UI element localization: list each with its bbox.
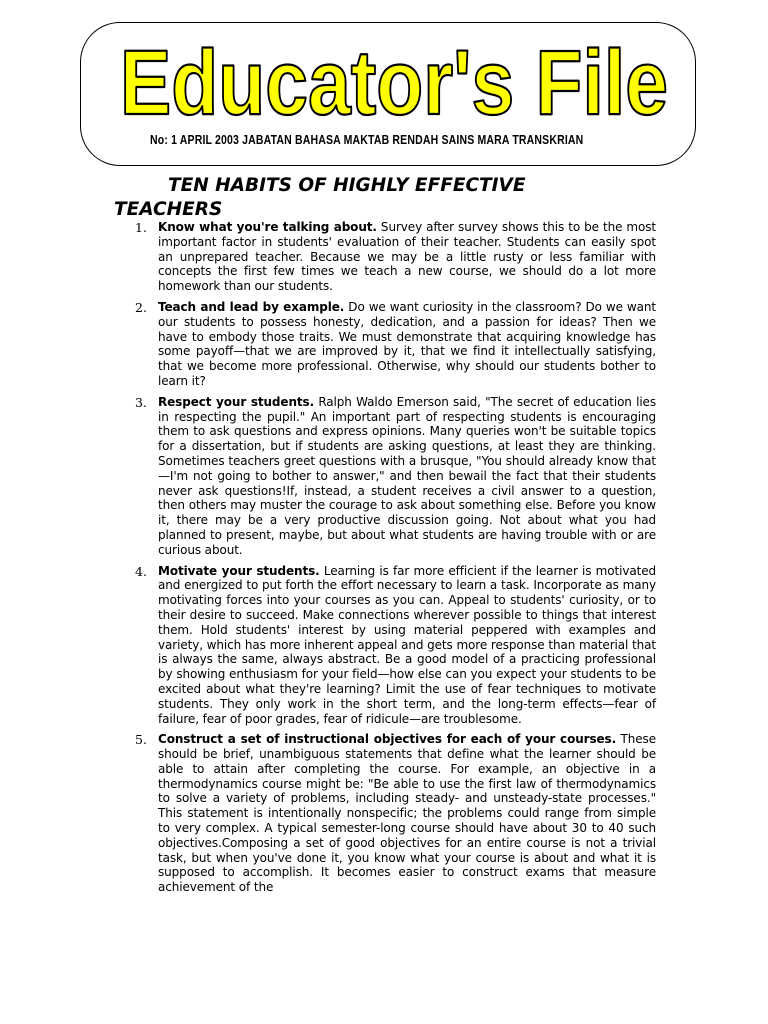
habit-body: Survey after survey shows this to be the most important factor in students' evaluation of their teacher. Students can easily spot an unprepared teacher. Because we may be a little rusty or less familiar with concepts the first few times we teach a new course, we should do a lot more homework than our students.: [158, 220, 657, 294]
habit-item: [114, 564, 656, 727]
habit-body: Ralph Waldo Emerson said, "The secret of education lies in respecting the pupil." An important part of respecting students is encouraging them to ask questions and express opinions. Many queries won't be suitable topics for a dissertation, but if students are asking questions, at least they are thinking. Sometimes teachers greet questions with a brusque, "You should already know that—I'm not going to bother to answer," and then bewail the fact that their students never ask questions!If, instead, a student receives a civil answer to a question, then others may muster the courage to ask about something else. Before you know it, there may be a very productive discussion going. Not about what you had planned to present, maybe, but about what students are having trouble with or are curious about.: [158, 394, 656, 557]
habit-item: [114, 220, 656, 294]
habits-list: [114, 220, 656, 901]
habit-number: 3.: [135, 394, 147, 410]
habit-number: 1.: [135, 220, 147, 235]
habit-number: 4.: [135, 563, 147, 579]
habit-lead: Teach and lead by example.: [158, 299, 345, 314]
habit-lead: Motivate your students.: [158, 563, 320, 578]
habit-lead: Know what you're talking about.: [158, 220, 377, 234]
habit-text: [158, 395, 656, 558]
article-title: [114, 174, 674, 222]
habit-item: [114, 395, 656, 558]
masthead-logo: [118, 24, 674, 134]
masthead-title-art: [118, 24, 674, 134]
masthead-title: Educator's File: [120, 32, 668, 134]
habit-item: [114, 300, 656, 389]
habit-number: 2.: [135, 299, 147, 315]
habit-body: Learning is far more efficient if the learner is motivated and energized to put forth the effort necessary to learn a task. Incorporate as many motivating forces into your courses as you can. Appeal to students' curiosity, or to their desire to succeed. Make connections wherever possible to things that interest them. Hold students' interest by using material peppered with examples and variety, which has more inherent appeal and gets more response than material that is always the same, always abstract. Be a good model of a practicing professional by showing enthusiasm for your field—how else can you expect your students to be excited about what they're learning? Limit the use of fear techniques to motivate students. They only work in the short term, and the long-term effects—fear of failure, fear of poor grades, fear of ridicule—are troublesome.: [158, 563, 656, 726]
issue-line: No: 1 APRIL 2003 JABATAN BAHASA MAKTAB RENDAH SAINS MARA TRANSKRIAN: [150, 133, 584, 147]
habit-lead: Construct a set of instructional objectives for each of your courses.: [158, 732, 617, 747]
article-title-line1: TEN HABITS OF HIGHLY EFFECTIVE: [168, 175, 526, 196]
article-title-line2: TEACHERS: [114, 199, 223, 220]
habit-text: [158, 564, 656, 727]
habit-text: [158, 732, 656, 895]
habit-number: 5.: [135, 732, 147, 748]
habit-body: These should be brief, unambiguous statements that define what the learner should be able to attain after completing the course. For example, an objective in a thermodynamics course might be: "Be able to use the first law of thermodynamics to solve a variety of problems, including steady- and unsteady-state processes." This statement is intentionally nonspecific; the problems could range from simple to very complex. A typical semester-long course should have about 30 to 40 such objectives.Composing a set of good objectives for an entire course is not a trivial task, but when you've done it, you know what your course is about and what it is supposed to accomplish. It becomes easier to construct exams that measure achievement of the: [158, 732, 656, 895]
habit-item: [114, 732, 656, 895]
habit-text: [158, 300, 656, 389]
habit-lead: Respect your students.: [158, 394, 315, 409]
habit-text: [158, 220, 656, 294]
habit-body: Do we want curiosity in the classroom? Do we want our students to possess honesty, dedication, and a passion for ideas? Then we have to embody those traits. We must demonstrate that acquiring knowledge has some payoff—that we are improved by it, that we find it intellectually satisfying, that we become more professional. Otherwise, why should our students bother to learn it?: [158, 299, 657, 388]
